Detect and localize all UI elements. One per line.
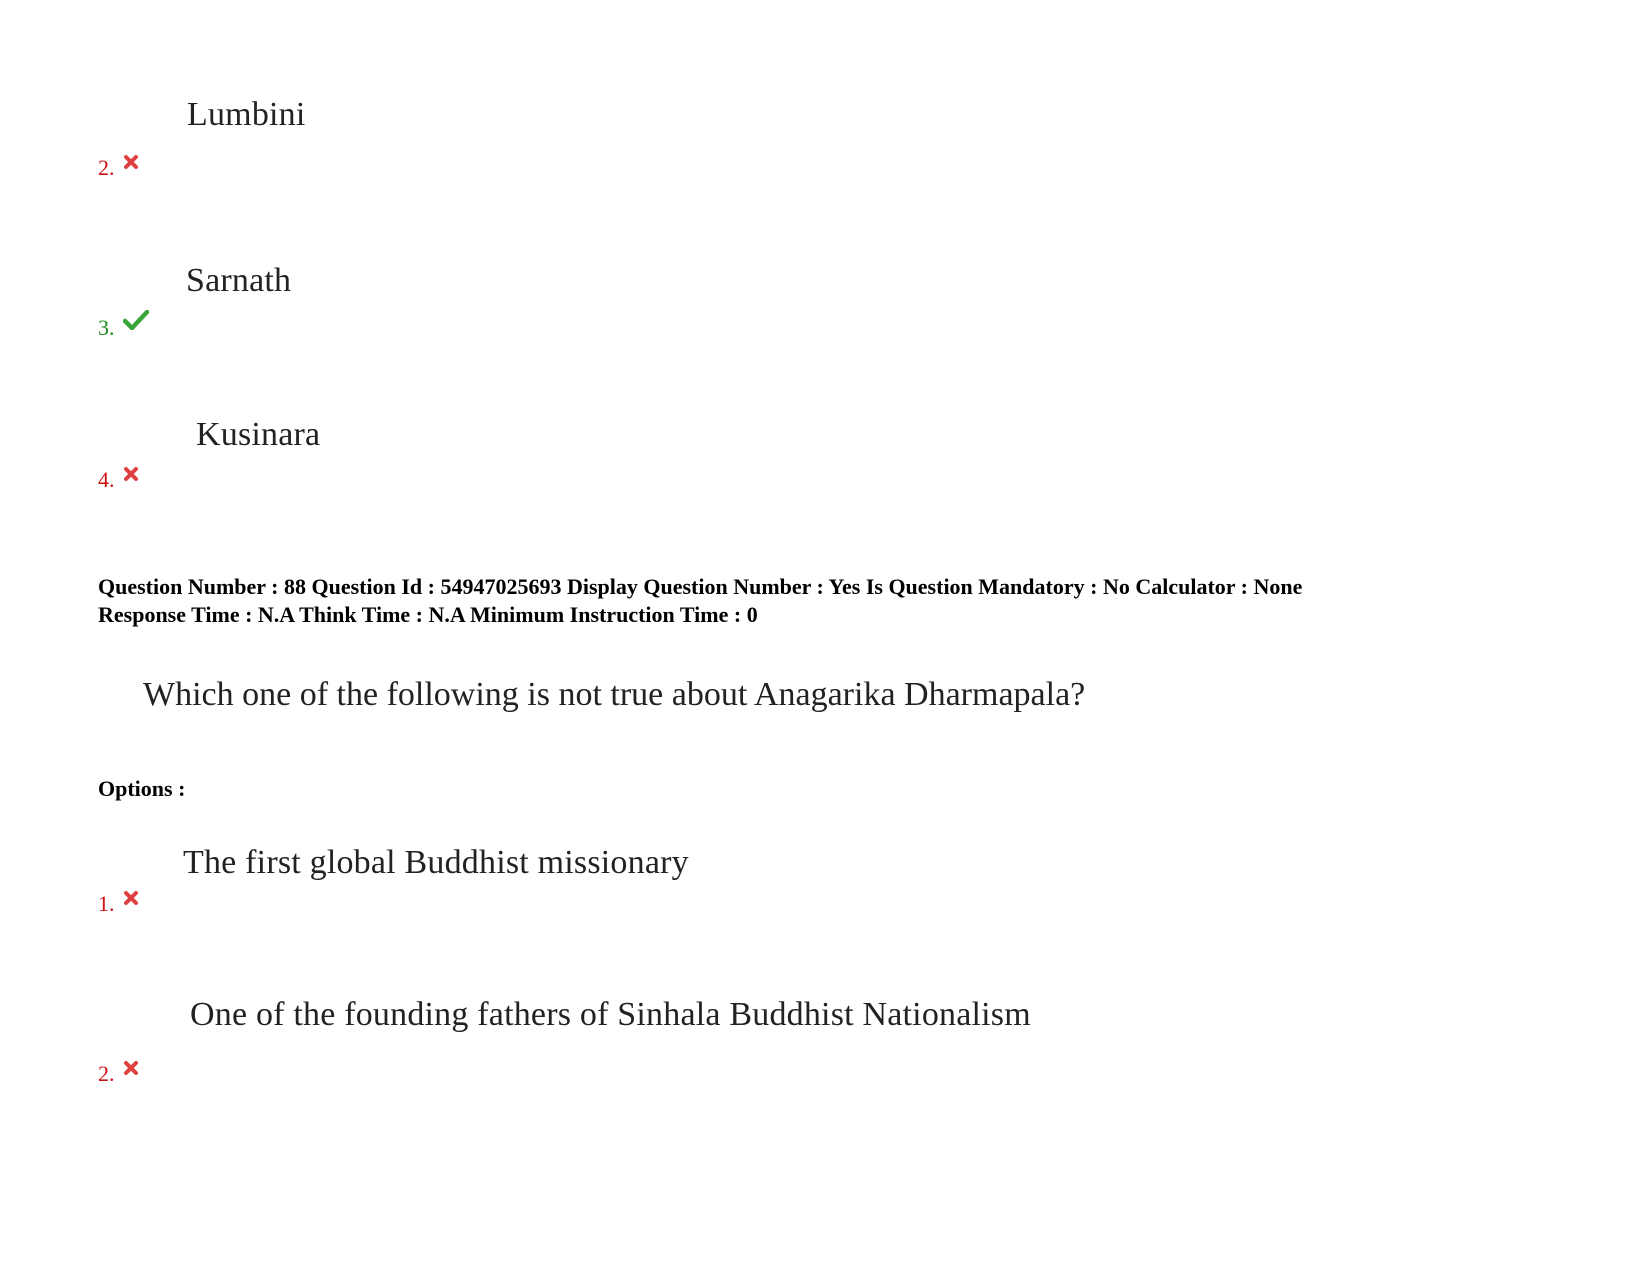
cross-icon [123,886,139,912]
option-number-label: 2. [98,1061,115,1086]
option-number-label: 1. [98,891,115,916]
option-text-kusinara: Kusinara [196,416,321,453]
option-text-sarnath: Sarnath [186,262,292,299]
question-meta-line-2: Response Time : N.A Think Time : N.A Minimum Instruction Time : 0 [98,602,758,627]
options-label: Options : [98,776,186,801]
cross-icon [123,462,139,488]
option-text-lumbini: Lumbini [187,96,306,133]
option-text-2: One of the founding fathers of Sinhala Buddhist Nationalism [190,996,1031,1033]
question-text: Which one of the following is not true about Anagarika Dharmapala? [143,676,1086,713]
option-number-3-prev [98,315,149,341]
option-number-label: 4. [98,467,115,492]
option-number-1 [98,891,139,917]
option-number-label: 3. [98,315,115,340]
cross-icon [123,150,139,176]
question-meta-line-1: Question Number : 88 Question Id : 54947025693 Display Question Number : Yes Is Question Mandatory : No Calculator : None [98,574,1303,599]
option-number-2 [98,1061,139,1087]
option-text-1: The first global Buddhist missionary [183,844,689,881]
cross-icon [123,1056,139,1082]
option-number-label: 2. [98,155,115,180]
option-number-2-prev [98,155,139,181]
check-icon [123,310,149,336]
option-number-4-prev [98,467,139,493]
